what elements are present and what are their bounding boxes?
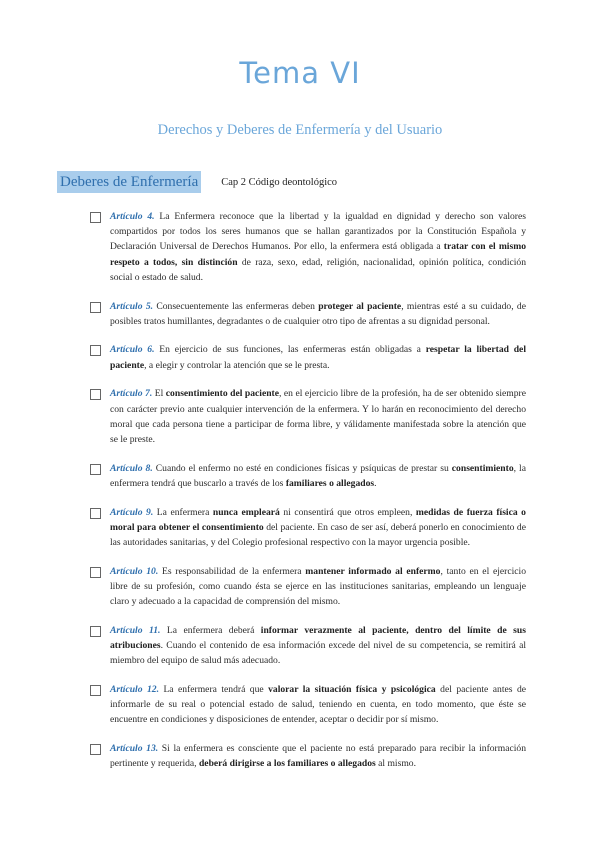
checkbox-icon[interactable] (90, 685, 101, 696)
section-heading: Deberes de Enfermería (57, 171, 201, 193)
article-label: Artículo 6. (110, 344, 155, 356)
article-body: de raza, sexo, edad, religión, nacionalidad, opinión política, condición social o estado de salud. (110, 256, 527, 283)
article-body: , tanto en el ejercicio libre de su profesión, como cuando ésta se ejerce en las instituciones sanitarias, empleando un lenguaje claro y adecuado a la capacidad de comprensión del mismo. (110, 565, 526, 608)
article-body: El (152, 388, 166, 400)
article-item (90, 209, 526, 285)
article-emphasis: medidas de fuerza física o moral para obtener el consentimiento (110, 506, 526, 533)
article-label: Artículo 5. (110, 300, 154, 312)
article-item (90, 342, 526, 372)
article-body: , a elegir y controlar la atención que se le presta. (144, 359, 330, 371)
article-item (90, 623, 526, 669)
article-label: Artículo 7. (110, 388, 153, 400)
article-label: Artículo 9. (110, 506, 154, 518)
article-emphasis: proteger al paciente (318, 300, 402, 312)
article-body: , mientras esté a su cuidado, de posibles tratos humillantes, degradantes o de cualquier otro tipo de afrentas a su dignidad personal. (110, 300, 526, 327)
article-text (110, 299, 526, 329)
article-body: del paciente. En caso de ser así, deberá ponerlo en conocimiento de las autoridades sanitarias, y del Colegio profesional respectivo con la mayor urgencia posible. (110, 521, 526, 548)
chapter-label: Cap 2 Código deontológico (221, 176, 338, 188)
article-body: La enfermera tendrá que (158, 683, 269, 695)
article-emphasis: nunca empleará (212, 506, 280, 518)
article-label: Artículo 8. (110, 462, 153, 474)
article-body: , la enfermera tendrá que buscarlo a través de los (110, 462, 526, 489)
page-title: Tema VI (239, 56, 361, 90)
article-emphasis: respetar la libertad del paciente (110, 344, 526, 371)
article-emphasis: deberá dirigirse a los familiares o allegados (198, 758, 376, 770)
article-body: ni consentirá que otros empleen, (279, 506, 416, 518)
article-body: La enfermera deberá (160, 624, 261, 636)
article-emphasis: informar verazmente al paciente, dentro del límite de sus atribuciones (110, 624, 526, 651)
checkbox-icon[interactable] (90, 626, 101, 637)
article-label: Artículo 10. (110, 565, 159, 577)
article-list (90, 209, 526, 785)
article-body: al mismo. (375, 758, 416, 770)
page-subtitle: Derechos y Deberes de Enfermería y del Usuario (157, 122, 443, 138)
article-body: Es responsabilidad de la enfermera (158, 565, 306, 577)
checkbox-icon[interactable] (90, 567, 101, 578)
checkbox-icon[interactable] (90, 302, 101, 313)
checkbox-icon[interactable] (90, 389, 101, 400)
article-text (110, 342, 526, 372)
article-item (90, 461, 526, 491)
article-body: La Enfermera reconoce que la libertad y la igualdad en dignidad y derecho son valores compartidos por todos los seres humanos que se hallan garantizados por la Constitución Española y Declaración Universal de Derechos Humanos. Por ello, la enfermera está obligada a (110, 211, 526, 253)
article-text (110, 564, 526, 610)
article-body: Consecuentemente las enfermeras deben (153, 300, 319, 312)
article-label: Artículo 12. (110, 683, 159, 695)
article-emphasis: familiares o allegados (285, 477, 375, 489)
article-item (90, 299, 526, 329)
article-body: Si la enfermera es consciente que el paciente no está preparado para recibir la información pertinente y requerida, (110, 742, 526, 770)
article-item (90, 386, 526, 447)
article-text (110, 741, 526, 771)
article-body: , en el ejercicio libre de la profesión, ha de ser obtenido siempre con carácter previo ante cualquier intervención de la enfermera. Y lo harán en reconocimiento del derecho moral que cada persona tiene a participar de forma libre, y válidamente manifestada sobre la atención que se le preste. (110, 388, 526, 445)
article-label: Artículo 4. (110, 211, 155, 222)
article-text (110, 209, 526, 285)
article-text (110, 461, 526, 491)
article-label: Artículo 13. (110, 742, 159, 754)
article-item (90, 564, 526, 610)
checkbox-icon[interactable] (90, 508, 101, 519)
article-emphasis: consentimiento (451, 462, 514, 474)
checkbox-icon[interactable] (90, 744, 101, 755)
article-emphasis: consentimiento del paciente (165, 388, 280, 400)
article-body: Cuando el enfermo no esté en condiciones físicas y psíquicas de prestar su (152, 462, 452, 474)
checkbox-icon[interactable] (90, 345, 101, 356)
article-body: . Cuando el contenido de esa información excede del nivel de su competencia, se remitirá al miembro del equipo de salud más adecuado. (110, 639, 526, 667)
checkbox-icon[interactable] (90, 212, 101, 223)
article-body: . (374, 477, 377, 489)
section-header (57, 171, 337, 193)
article-item (90, 682, 526, 728)
article-emphasis: mantener informado al enfermo (305, 565, 441, 577)
article-body: La enfermera (153, 506, 213, 518)
article-text (110, 623, 526, 669)
article-emphasis: tratar con el mismo respeto a todos, sin distinción (110, 241, 526, 268)
article-text (110, 386, 526, 447)
article-item (90, 505, 526, 551)
article-item (90, 741, 526, 771)
article-label: Artículo 11. (110, 624, 161, 636)
article-emphasis: valorar la situación física y psicológica (268, 683, 436, 695)
article-body: En ejercicio de sus funciones, las enfermeras están obligadas a (154, 344, 426, 356)
article-text (110, 505, 526, 551)
article-text (110, 682, 526, 728)
checkbox-icon[interactable] (90, 464, 101, 475)
article-body: del paciente antes de informarle de su real o potencial estado de salud, teniendo en cuenta, en todo momento, que éste se encuentre en condiciones y disposiciones de entender, aceptar o decidir por sí mismo. (110, 683, 526, 726)
